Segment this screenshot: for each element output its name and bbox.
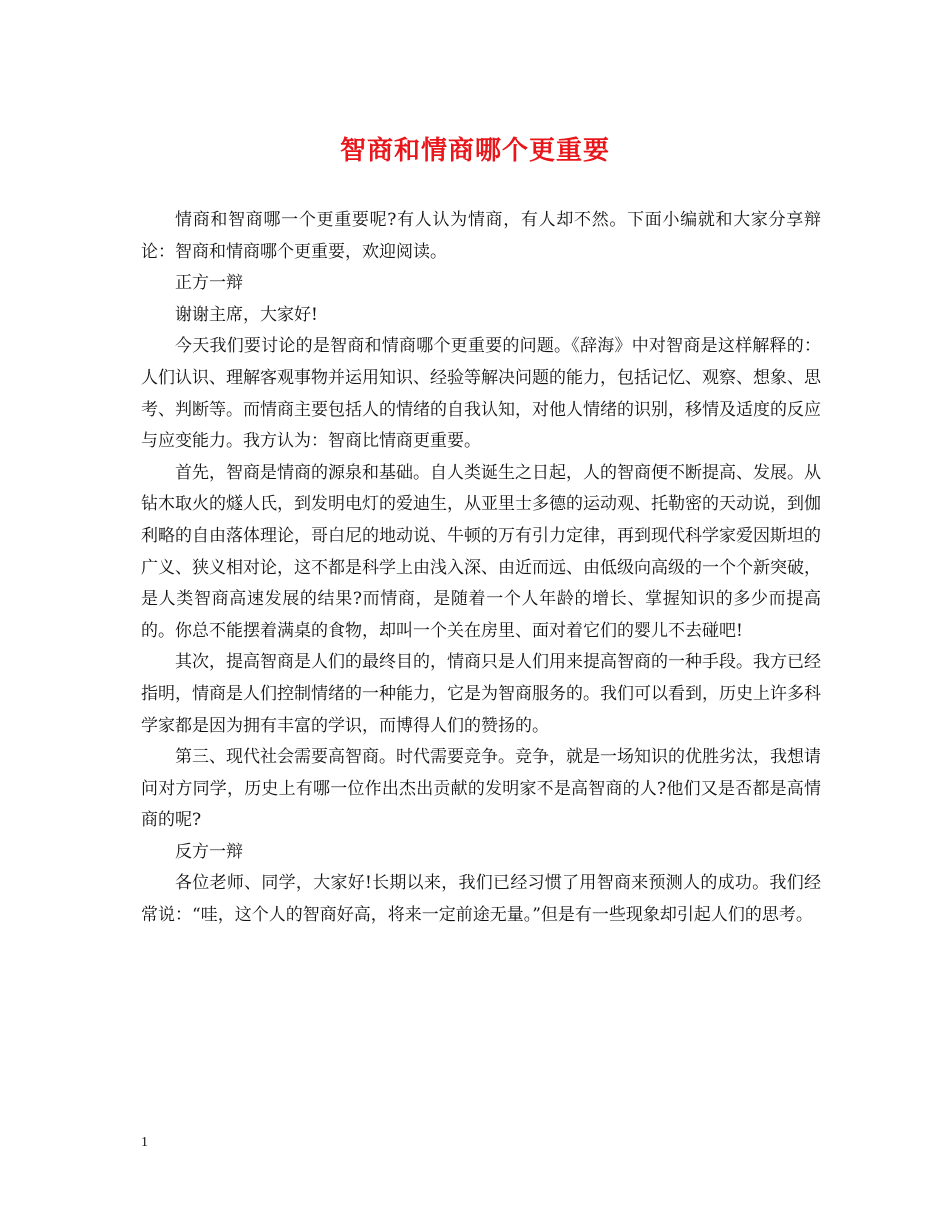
paragraph-greeting: 谢谢主席，大家好! <box>175 304 318 325</box>
document-body <box>141 205 821 932</box>
paragraph-section-heading-pro: 正方一辩 <box>175 273 243 294</box>
page-number: 1 <box>141 1135 148 1150</box>
paragraph-definition: 今天我们要讨论的是智商和情商哪个更重要的问题。《辞海》中对智商是这样解释的：人们认识、理解客观事物并运用知识、经验等解决问题的能力，包括记忆、观察、想象、思考、判断等。而情商主要包括人的情绪的自我认知，对他人情绪的识别，移情及适度的反应与应变能力。我方认为：智商比情商更重要。 <box>141 336 821 452</box>
paragraph-third-point: 第三、现代社会需要高智商。时代需要竞争。竞争，就是一场知识的优胜劣汰，我想请问对方同学，历史上有哪一位作出杰出贡献的发明家不是高智商的人?他们又是否都是高情商的呢? <box>141 747 821 831</box>
paragraph-section-heading-con: 反方一辩 <box>175 841 243 862</box>
paragraph-intro: 情商和智商哪一个更重要呢?有人认为情商，有人却不然。下面小编就和大家分享辩论：智商和情商哪个更重要，欢迎阅读。 <box>141 210 821 262</box>
document-title: 智商和情商哪个更重要 <box>339 136 610 166</box>
paragraph-second-point: 其次，提高智商是人们的最终目的，情商只是人们用来提高智商的一种手段。我方已经指明，情商是人们控制情绪的一种能力，它是为智商服务的。我们可以看到，历史上许多科学家都是因为拥有丰富的学识，而博得人们的赞扬的。 <box>141 652 821 736</box>
paragraph-first-point: 首先，智商是情商的源泉和基础。自人类诞生之日起，人的智商便不断提高、发展。从钻木取火的燧人氏，到发明电灯的爱迪生，从亚里士多德的运动观、托勒密的天动说，到伽利略的自由落体理论，哥白尼的地动说、牛顿的万有引力定律，再到现代科学家爱因斯坦的广义、狭义相对论，这不都是科学上由浅入深、由近而远、由低级向高级的一个个新突破，是人类智商高速发展的结果?而情商，是随着一个人年龄的增长、掌握知识的多少而提高的。你总不能摆着满桌的食物，却叫一个关在房里、面对着它们的婴儿不去碰吧! <box>141 462 821 641</box>
paragraph-con-opening: 各位老师、同学，大家好!长期以来，我们已经习惯了用智商来预测人的成功。我们经常说：“哇，这个人的智商好高，将来一定前途无量。”但是有一些现象却引起人们的思考。 <box>141 873 821 926</box>
